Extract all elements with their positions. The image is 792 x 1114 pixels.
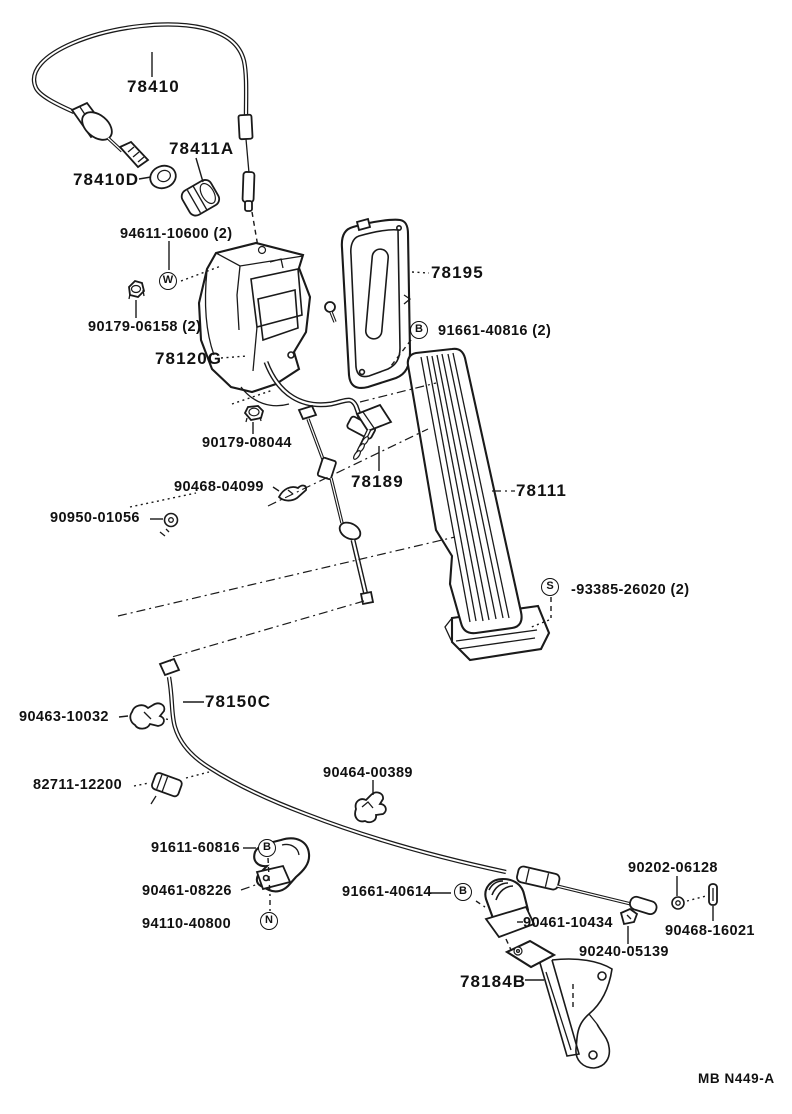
part-label-78120G: 78120G xyxy=(155,349,223,368)
part-label-91611-60816: 91611-60816 xyxy=(151,840,241,856)
grommet-78410D xyxy=(147,162,179,192)
part-label-91661-40816: 91661-40816 (2) xyxy=(438,323,552,339)
part-label-78111: 78111 xyxy=(516,481,567,500)
nut-90179-06158 xyxy=(129,281,144,299)
callout-washer-W: W xyxy=(159,272,177,290)
knob-78411A xyxy=(179,177,222,218)
part-label-90461-08226: 90461-08226 xyxy=(142,883,232,899)
pin-90468-16021 xyxy=(709,884,717,905)
part-label-90202-06128: 90202-06128 xyxy=(628,860,718,876)
washer-90202-06128 xyxy=(672,897,684,909)
callout-screw-S: S xyxy=(541,578,559,596)
part-label-90179-06158: 90179-06158 (2) xyxy=(88,319,202,335)
mounting-plate-78195 xyxy=(342,219,410,388)
part-label-82711-12200: 82711-12200 xyxy=(33,777,123,793)
part-label-78410: 78410 xyxy=(127,77,180,96)
bracket-78184B xyxy=(507,941,612,1068)
clamp-90463-10032 xyxy=(130,703,164,728)
nut-90179-08044 xyxy=(245,406,263,422)
part-label-90464-00389: 90464-00389 xyxy=(323,765,413,781)
part-label-90240-05139: 90240-05139 xyxy=(579,944,669,960)
part-label-78411A: 78411A xyxy=(169,139,235,158)
figure-code: MB N449-A xyxy=(698,1071,775,1086)
callout-nut-N: N xyxy=(260,912,278,930)
part-label-78150C: 78150C xyxy=(205,692,272,711)
throttle-cable-78410 xyxy=(34,24,258,247)
part-label-94110-40800: 94110-40800 xyxy=(142,916,232,932)
bolt-91661-40816 xyxy=(325,302,335,322)
part-label-91661-40614: 91661-40614 xyxy=(342,884,432,900)
part-label-90461-10434: 90461-10434 xyxy=(523,915,613,931)
part-label-78410D: 78410D xyxy=(73,170,140,189)
clip-90468-04099 xyxy=(279,486,306,501)
ring-90950-01056 xyxy=(160,514,178,537)
clip-90240-05139 xyxy=(621,909,637,924)
part-label-94611-10600: 94611-10600 (2) xyxy=(120,226,233,242)
part-label-78189: 78189 xyxy=(351,472,404,491)
callout-bolt-B-mid: B xyxy=(258,839,276,857)
part-label-78184B: 78184B xyxy=(460,972,527,991)
clamp-82711-12200 xyxy=(151,772,183,804)
part-label-90179-08044: 90179-08044 xyxy=(202,435,292,451)
part-label-90950-01056: 90950-01056 xyxy=(50,510,140,526)
part-label-90463-10032: 90463-10032 xyxy=(19,709,109,725)
part-label-90468-16021: 90468-16021 xyxy=(665,923,755,939)
cable-adjuster-end xyxy=(72,103,148,167)
pedal-78111 xyxy=(408,349,549,660)
callout-bolt-B-top: B xyxy=(410,321,428,339)
clamp-90464-00389 xyxy=(355,792,386,822)
callout-bolt-B-bottom: B xyxy=(454,883,472,901)
part-label-78195: 78195 xyxy=(431,263,484,282)
part-label-90468-04099: 90468-04099 xyxy=(174,479,264,495)
part-label-93385-26020: -93385-26020 (2) xyxy=(571,582,690,598)
